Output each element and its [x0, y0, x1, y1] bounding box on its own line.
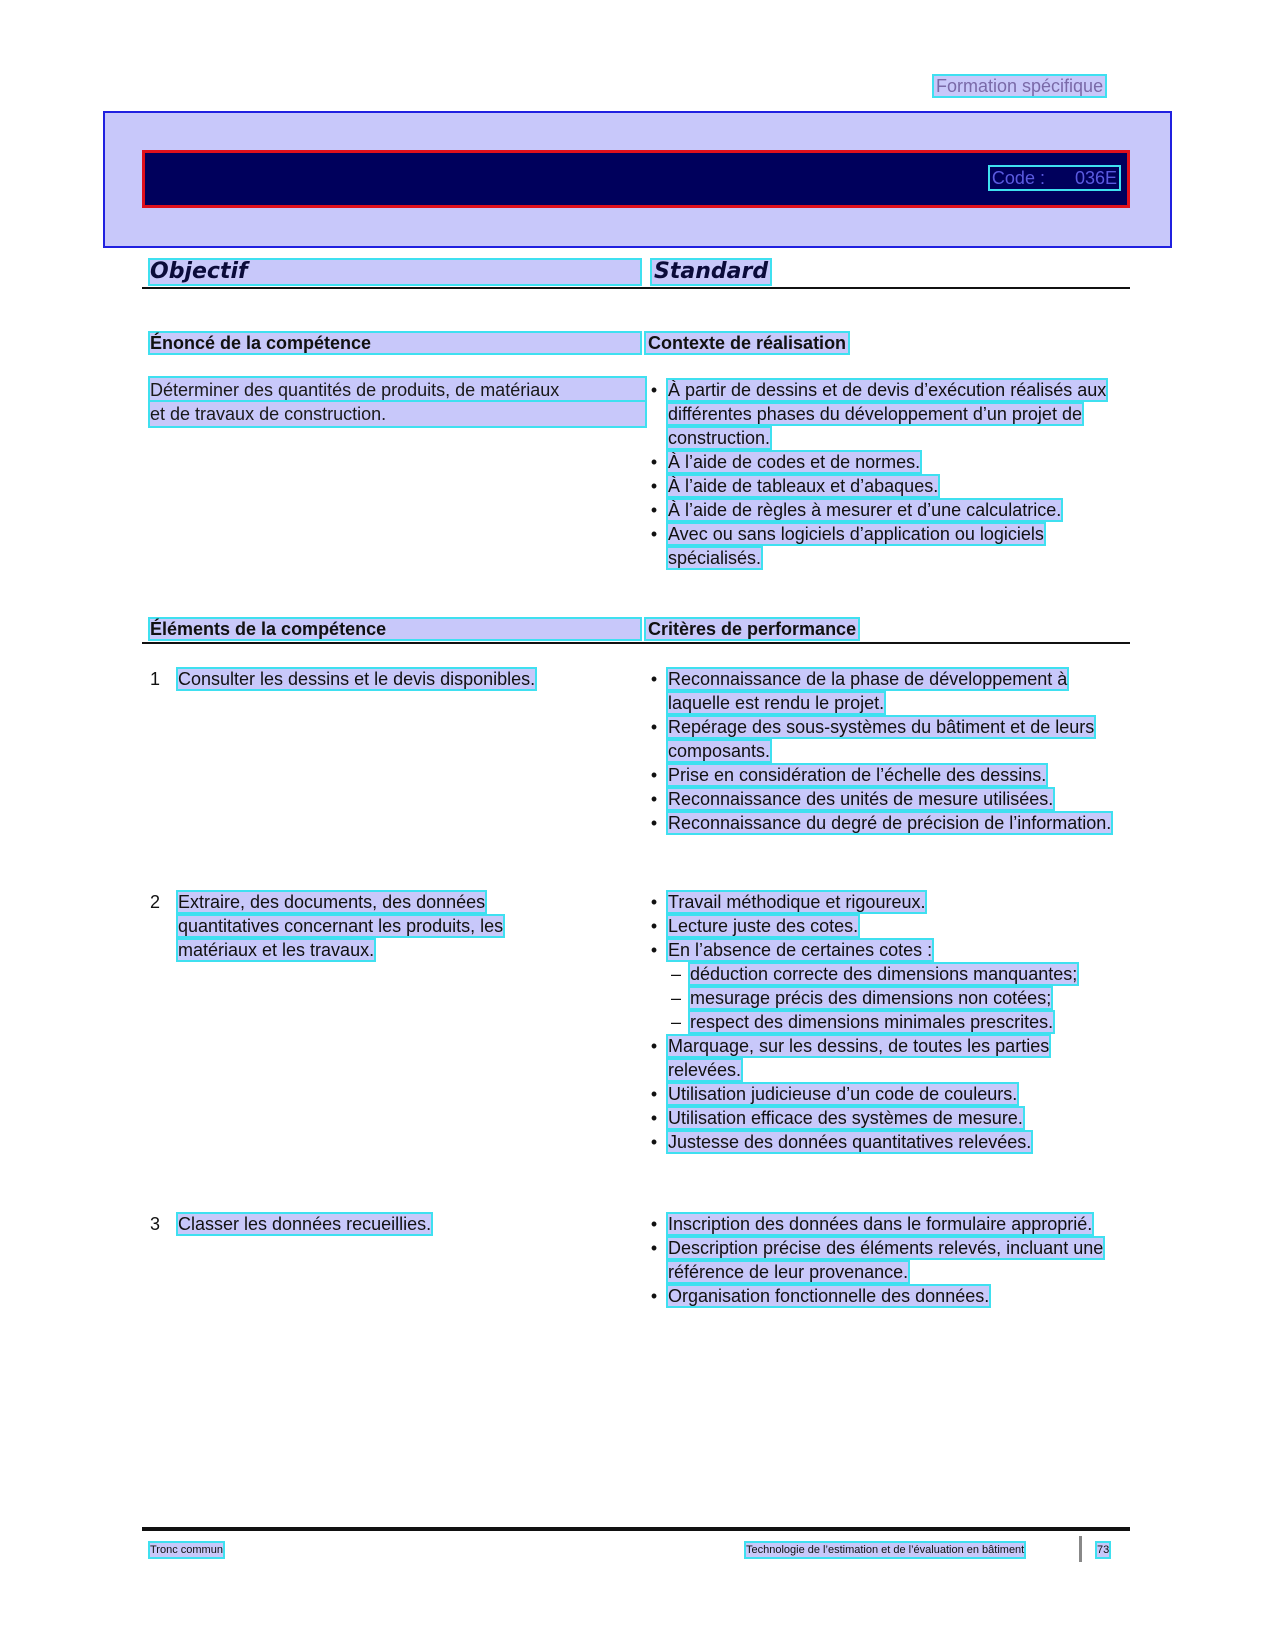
footer-separator	[1079, 1536, 1082, 1562]
statement-heading: Énoncé de la compétence	[150, 333, 640, 353]
context-list	[646, 378, 1126, 570]
criterion: • Description précise des éléments relevés, incluant une référence de leur provenance.	[650, 1238, 1104, 1282]
page-number: 73	[1097, 1544, 1110, 1556]
context-item: • À l’aide de codes et de normes.	[650, 452, 921, 472]
footer-title: Technologie de l’estimation et de l’évaluation en bâtiment	[746, 1544, 1025, 1556]
sub-criterion: – déduction correcte des dimensions manquantes;	[670, 964, 1078, 984]
criterion: • Justesse des données quantitatives relevées.	[650, 1132, 1032, 1152]
criterion: • Utilisation efficace des systèmes de mesure.	[650, 1108, 1023, 1128]
criterion: • Reconnaissance des unités de mesure utilisées.	[650, 789, 1054, 809]
context-item: • À l’aide de règles à mesurer et d’une calculatrice.	[650, 500, 1062, 520]
header-bar	[142, 150, 1130, 208]
criteria-list-2	[646, 890, 1126, 1154]
competence-statement-line-1: Déterminer des quantités de produits, de matériaux	[150, 378, 645, 402]
element-2: 2 Extraire, des documents, des données quantitatives concernant les produits, les matériaux et les travaux.	[150, 892, 504, 960]
criteria-heading: Critères de performance	[648, 619, 857, 639]
context-item: • À partir de dessins et de devis d’exécution réalisés aux différentes phases du développement d’un projet de construction.	[650, 380, 1107, 448]
context-item: • Avec ou sans logiciels d’application ou logiciels spécialisés.	[650, 524, 1044, 568]
criteria-list-3	[646, 1212, 1126, 1308]
context-item: • À l’aide de tableaux et d’abaques.	[650, 476, 939, 496]
criterion: • Lecture juste des cotes.	[650, 916, 859, 936]
criteria-list-1	[646, 667, 1126, 835]
criterion: • Inscription des données dans le formulaire approprié.	[650, 1214, 1093, 1234]
criterion: • Repérage des sous-systèmes du bâtiment et de leurs composants.	[650, 717, 1095, 761]
elements-heading: Éléments de la compétence	[150, 619, 640, 639]
criterion: • Travail méthodique et rigoureux.	[650, 892, 926, 912]
criterion: • En l’absence de certaines cotes :	[650, 940, 933, 960]
criterion: • Reconnaissance du degré de précision de l’information.	[650, 813, 1112, 833]
objective-heading: Objectif	[150, 260, 640, 284]
competence-statement-line-2: et de travaux de construction.	[150, 402, 645, 426]
footer-program: Tronc commun	[150, 1544, 223, 1556]
element-3: 3 Classer les données recueillies.	[150, 1214, 432, 1234]
sub-criterion: – respect des dimensions minimales prescrites.	[670, 1012, 1054, 1032]
criterion: • Marquage, sur les dessins, de toutes les parties relevées.	[650, 1036, 1050, 1080]
program-label: Formation spécifique	[936, 76, 1104, 96]
criterion: • Utilisation judicieuse d’un code de couleurs.	[650, 1084, 1018, 1104]
criterion: • Reconnaissance de la phase de développement à laquelle est rendu le projet.	[650, 669, 1068, 713]
sub-criterion: – mesurage précis des dimensions non cotées;	[670, 988, 1052, 1008]
context-heading: Contexte de réalisation	[648, 333, 847, 353]
criterion: • Prise en considération de l’échelle des dessins.	[650, 765, 1047, 785]
footer-rule	[142, 1527, 1130, 1531]
competency-code: Code : 036E	[991, 168, 1117, 188]
criterion: • Organisation fonctionnelle des données.	[650, 1286, 990, 1306]
standard-heading: Standard	[654, 259, 769, 284]
element-1: 1 Consulter les dessins et le devis disponibles.	[150, 669, 536, 689]
elements-rule	[142, 642, 1130, 644]
section-rule	[142, 287, 1130, 289]
